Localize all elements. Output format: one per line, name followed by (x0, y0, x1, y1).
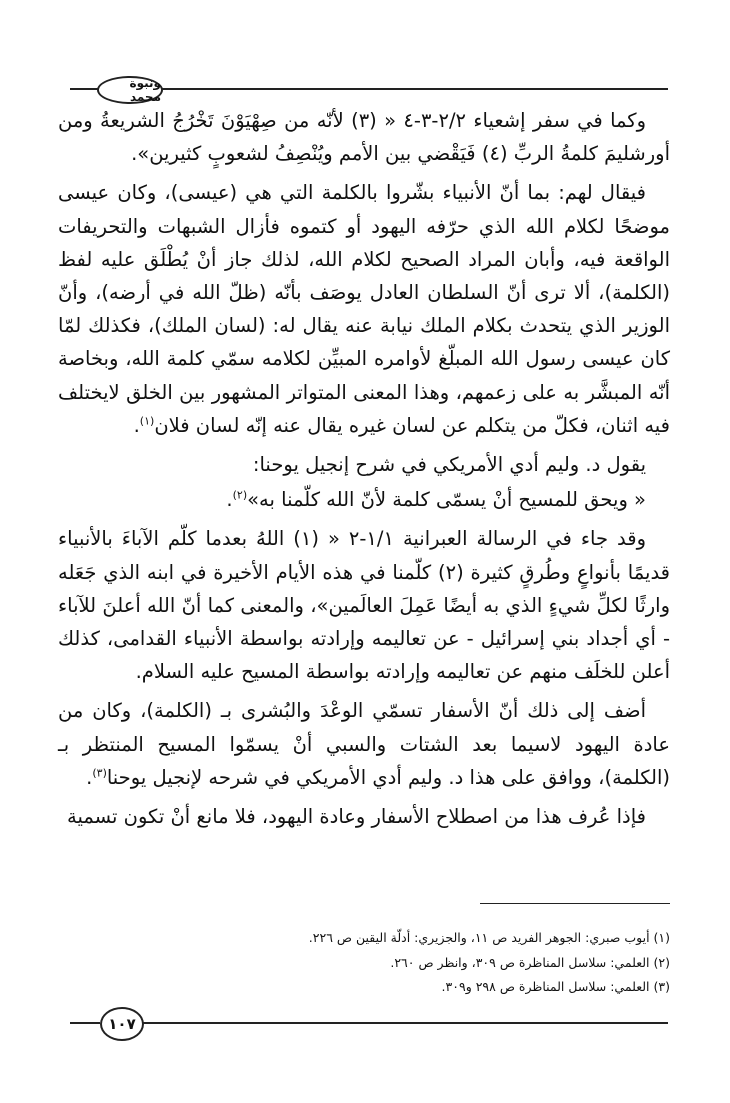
paragraph-isaiah: وكما في سفر إشعياء ٢/٢-٣-٤ « (٣) لأنّه من صِهْيَوْنَ تَخْرُجُ الشريعةُ ومن أورشليمَ كلمةُ الربِّ (٤) فَيَقْضي بين الأمم ويُنْصِفُ لشعوبٍ كثيرين». (58, 109, 670, 166)
footnote-mark-2: (٢) (232, 488, 248, 502)
paragraph-conclusion: فإذا عُرف هذا من اصطلاح الأسفار وعادة اليهود، فلا مانع أنْ تكون تسمية (67, 805, 646, 829)
paragraph-hebrews: وقد جاء في الرسالة العبرانية ١/١-٢ « (١) اللهُ بعدما كلّم الآباءَ بالأنبياء قديمًا بأنواعٍ وطُرقٍ كثيرة (٢) كلّمنا في هذه الأيام الأخيرة في ابنه الذي جَعَله وارثًا لكلِّ شيءٍ الذي به أيضًا عَمِلَ العالَمين»، والمعنى كما أنّ الله أعلنَ للآباء - أي أجداد بني إسرائيل - عن تعاليمه وإرادته بواسطة الأنبياء القدامى، كذلك أعلن للخلَف منهم عن تعاليمه وإرادته بواسطة المسيح عليه السلام. (58, 527, 670, 684)
paragraph-william-eddy: يقول د. وليم أدي الأمريكي في شرح إنجيل يوحنا: (252, 453, 646, 477)
footnote-mark-3: (٣) (92, 766, 107, 780)
quote-messiah-word: « ويحق للمسيح أنْ يسمّى كلمة لأنّ الله كلّمنا به»$^{(٢)}$. (226, 488, 646, 512)
footnote-separator (480, 903, 670, 904)
footnote-mark-1: (١) (139, 414, 155, 428)
footer-rule-right (140, 1022, 668, 1024)
page-number: ١٠٧ (100, 1007, 144, 1041)
footnotes (130, 926, 670, 1000)
footnote-2: (٢) العلمي: سلاسل المناظرة ص ٣٠٩، وانظر ص ٢٦٠. (390, 954, 670, 970)
header-rule-right (158, 88, 668, 90)
header-rule-left (70, 88, 98, 90)
footnote-3: (٣) العلمي: سلاسل المناظرة ص ٢٩٨ و٣٠٩. (441, 979, 670, 994)
body-text (58, 104, 670, 839)
footnote-1: (١) أيوب صبري: الجوهر الفريد ص ١١، والجزيري: أدلّة اليقين ص ٢٢٦. (308, 930, 670, 945)
paragraph-books-naming: أضف إلى ذلك أنّ الأسفار تسمّي الوعْدَ والبُشرى بـ (الكلمة)، وكان من عادة اليهود لاسيما بعد الشتات والسبي أنْ يسمّوا المسيح المنتظر بـ (الكلمة)، ووافق على هذا د. وليم أدي الأمريكي في شرحه لإنجيل يوحنا$^{(٣)}$. (58, 699, 670, 789)
footer-rule-left (70, 1022, 100, 1024)
running-title: ونبوة محمد (97, 76, 163, 104)
paragraph-word-explanation: فيقال لهم: بما أنّ الأنبياء بشّروا بالكلمة التي هي (عيسى)، وكان عيسى موضحًا لكلام الله الذي حرّفه اليهود أو كتموه فأزال الشبهات والتحريفات الواقعة فيه، وأبان المراد الصحيح لكلام الله، لذلك جاز أنْ يُطْلَق عليه لفظ (الكلمة)، ألا ترى أنّ السلطان العادل يوصَف بأنّه (ظلّ الله في أرضه)، وأنّ الوزير الذي يتحدث بكلام الملك نيابة عنه يقال له: (لسان الملك)، فكذلك لمّا كان عيسى رسول الله المبلّغ لأوامره المبيِّن لكلامه سمّي كلمة الله، وبخاصة أنّه المبشَّر به على زعمهم، وهذا المعنى المتواتر المشهور بين الخلق لايختلف فيه اثنان، فكلّ من يتكلم عن لسان غيره يقال عنه إنّه لسان فلان$^{(١)}$. (58, 181, 670, 437)
